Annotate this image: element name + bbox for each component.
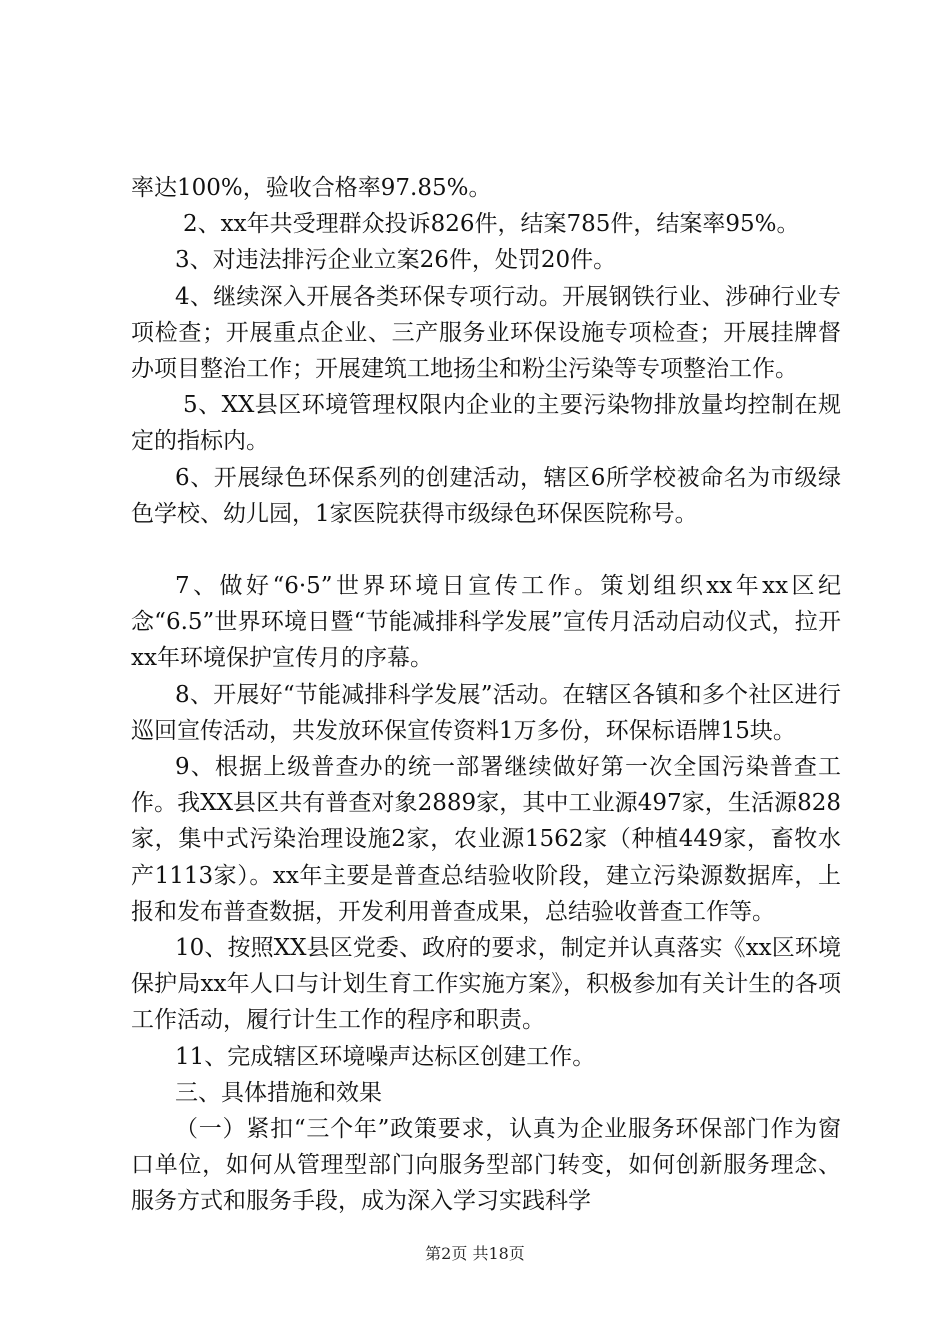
paragraph-item-7: 7、做好“6·5”世界环境日宣传工作。策划组织xx年xx区纪念“6.5”世界环境日暨“节能减排科学发展”宣传月活动启动仪式，拉开xx年环境保护宣传月的序幕。 — [131, 573, 841, 672]
paragraph-item-3: 3、对违法排污企业立案26件，处罚20件。 — [175, 247, 617, 274]
paragraph-item-4: 4、继续深入开展各类环保专项行动。开展钢铁行业、涉砷行业专项检查；开展重点企业、三产服务业环保设施专项检查；开展挂牌督办项目整治工作；开展建筑工地扬尘和粉尘污染等专项整治工作。 — [131, 283, 841, 383]
paragraph-continuation: 率达100%，验收合格率97.85%。 — [131, 175, 492, 201]
paragraph-item-11: 11、完成辖区环境噪声达标区创建工作。 — [175, 1043, 596, 1070]
paragraph-item-2: 2、xx年共受理群众投诉826件，结案785件，结案率95%。 — [183, 211, 800, 238]
paragraph-item-8: 8、开展好“节能减排科学发展”活动。在辖区各镇和多个社区进行巡回宣传活动，共发放环保宣传资料1万多份，环保标语牌15块。 — [131, 681, 841, 744]
paragraph-subsection-1: （一）紧扣“三个年”政策要求，认真为企业服务环保部门作为窗口单位，如何从管理型部门向服务型部门转变，如何创新服务理念、服务方式和服务手段，成为深入学习实践科学 — [131, 1116, 841, 1215]
paragraph-item-10: 10、按照XX县区党委、政府的要求，制定并认真落实《xx区环境保护局xx年人口与计划生育工作实施方案》，积极参加有关计生的各项工作活动，履行计生工作的程序和职责。 — [131, 935, 841, 1034]
document-body — [131, 170, 841, 1220]
paragraph-item-6: 6、开展绿色环保系列的创建活动，辖区6所学校被命名为市级绿色学校、幼儿园，1家医院获得市级绿色环保医院称号。 — [131, 464, 841, 527]
section-heading: 三、具体措施和效果 — [175, 1079, 382, 1106]
paragraph-item-5: 5、XX县区环境管理权限内企业的主要污染物排放量均控制在规定的指标内。 — [131, 392, 841, 455]
paragraph-item-9: 9、根据上级普查办的统一部署继续做好第一次全国污染普查工作。我XX县区共有普查对象2889家，其中工业源497家，生活源828家，集中式污染治理设施2家，农业源1562家（种植449家，畜牧水产1113家）。xx年主要是普查总结验收阶段，建立污染源数据库，上报和发布普查数据，开发利用普查成果，总结验收普查工作等。 — [131, 754, 841, 925]
page-footer: 第2页 共18页 — [425, 1244, 525, 1263]
